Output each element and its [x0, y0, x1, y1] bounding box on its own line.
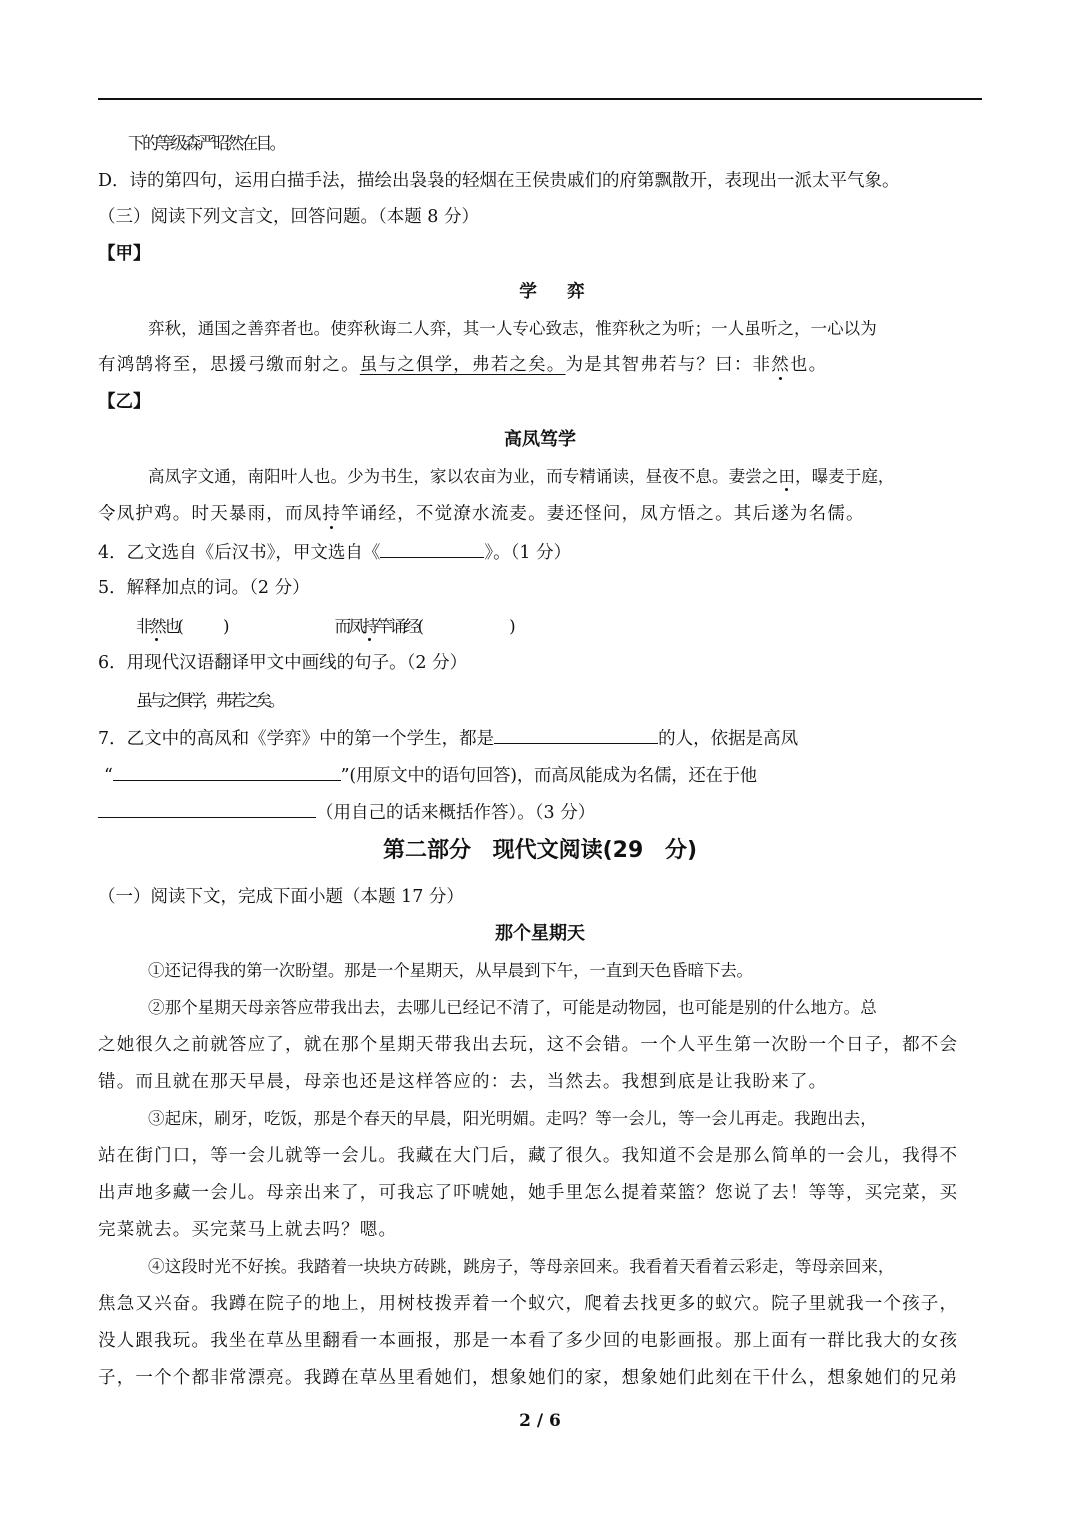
- gaofeng-line-2: 令凤护鸡。时天暴雨，而凤持竿诵经，不觉潦水流麦。妻还怪问，凤方悟之。其后遂为名儒。: [98, 504, 865, 524]
- article-line: ③起床，刷牙，吃饭，那是个春天的早晨，阳光明媚。走吗？等一会儿，等一会儿再走。我跑出去，: [148, 1109, 877, 1128]
- article-line: ④这段时光不好挨。我踏着一块块方砖跳，跳房子，等母亲回来。我看着天看着云彩走，等母亲回来，: [148, 1257, 895, 1276]
- part-2-section-header: （一）阅读下文，完成下面小题（本题 17 分）: [98, 887, 464, 907]
- article-line: 完菜就去。买完菜马上就去吗？嗯。: [98, 1220, 398, 1240]
- article-line: 出声地多藏一会儿。母亲出来了，可我忘了吓唬她，她手里怎么提着菜篮？您说了去！等等，买完菜，买: [98, 1183, 959, 1203]
- question-5-items: 非然也( ) 而凤持竿诵经( ): [136, 616, 513, 636]
- underlined-sentence: 虽与之俱学，弗若之矣。: [359, 355, 566, 375]
- article-title: 那个星期天: [495, 923, 585, 944]
- answer-blank-q4[interactable]: [380, 539, 484, 558]
- article-line: 没人跟我玩。我坐在草丛里翻看一本画报，那是一本看了多少回的电影画报。那上面有一群比我大的女孩: [98, 1331, 959, 1351]
- article-line: ②那个星期天母亲答应带我出去，去哪儿已经记不清了，可能是动物园，也可能是别的什么地方。总: [148, 998, 877, 1017]
- question-6-sentence: 虽与之俱学，弗若之矣。: [136, 690, 283, 710]
- gaofeng-line-1: 高凤字文通，南阳叶人也。少为书生，家以农亩为业，而专精诵读，昼夜不息。妻尝之田，曝麦于庭，: [148, 467, 895, 486]
- title-gaofeng: 高凤笃学: [504, 429, 576, 450]
- question-4: 4．乙文选自《后汉书》，甲文选自《 》。（1 分）: [98, 539, 982, 565]
- question-6: 6．用现代汉语翻译甲文中画线的句子。（2 分）: [98, 653, 468, 673]
- xueyi-line-1: 弈秋，通国之善弈者也。使弈秋诲二人弈，其一人专心致志，惟弈秋之为听；一人虽听之，一心以为: [148, 319, 877, 338]
- dotted-char-tian: 田: [778, 467, 795, 486]
- label-yi: 【乙】: [98, 392, 151, 412]
- article-line: ①还记得我的第一次盼望。那是一个星期天，从早晨到下午，一直到天色昏暗下去。: [148, 961, 753, 980]
- label-jia: 【甲】: [98, 244, 151, 264]
- question-7-line-2: “ ”(用原文中的语句回答)，而高凤能成为名儒，还在于他: [104, 762, 988, 788]
- answer-blank-q7c[interactable]: [98, 799, 316, 818]
- header-rule: [98, 98, 982, 100]
- option-d: D．诗的第四句，运用白描手法，描绘出袅袅的轻烟在王侯贵戚们的府第飘散开，表现出一派太平气象。: [98, 171, 900, 191]
- answer-blank-q7b[interactable]: [113, 762, 341, 781]
- page-number: 2 / 6: [519, 1411, 561, 1431]
- dotted-char-chi-q5: 持: [362, 616, 377, 636]
- question-5: 5．解释加点的词。（2 分）: [98, 578, 310, 598]
- question-7-line-1: 7．乙文中的高凤和《学弈》中的第一个学生，都是 的人，依据是高凤: [98, 725, 982, 751]
- article-line: 焦急又兴奋。我蹲在院子的地上，用树枝拨弄着一个蚁穴，爬着去找更多的蚁穴。院子里就我一个孩子，: [98, 1294, 959, 1314]
- article-line: 子，一个个都非常漂亮。我蹲在草丛里看她们，想象她们的家，想象她们此刻在干什么，想象她们的兄弟: [98, 1368, 959, 1388]
- part-2-heading: 第二部分 现代文阅读(29 分): [382, 838, 698, 863]
- dotted-char-ran: 然: [771, 355, 790, 375]
- article-line: 错。而且就在那天早晨，母亲也还是这样答应的：去，当然去。我想到底是让我盼来了。: [98, 1072, 828, 1092]
- article-line: 之她很久之前就答应了，就在那个星期天带我出去玩，这不会错。一个人平生第一次盼一个日子，都不会: [98, 1035, 959, 1055]
- dotted-char-ran-q5: 然: [149, 616, 164, 636]
- question-7-line-3: （用自己的话来概括作答）。（3 分）: [98, 799, 982, 825]
- article-line: 站在街门口，等一会儿就等一会儿。我藏在大门后，藏了很久。我知道不会是那么简单的一会儿，我得不: [98, 1146, 959, 1166]
- dotted-char-chi: 持: [322, 504, 342, 524]
- answer-blank-q7a[interactable]: [494, 725, 658, 744]
- xueyi-line-2: 有鸿鹄将至，思援弓缴而射之。虽与之俱学，弗若之矣。为是其智弗若与？曰：非然也。: [98, 355, 828, 375]
- option-c-continuation: 下的等级森严昭然在目。: [128, 133, 284, 153]
- title-xueyi: 学 弈: [519, 282, 597, 302]
- section-3-header: （三）阅读下列文言文，回答问题。（本题 8 分）: [98, 207, 480, 227]
